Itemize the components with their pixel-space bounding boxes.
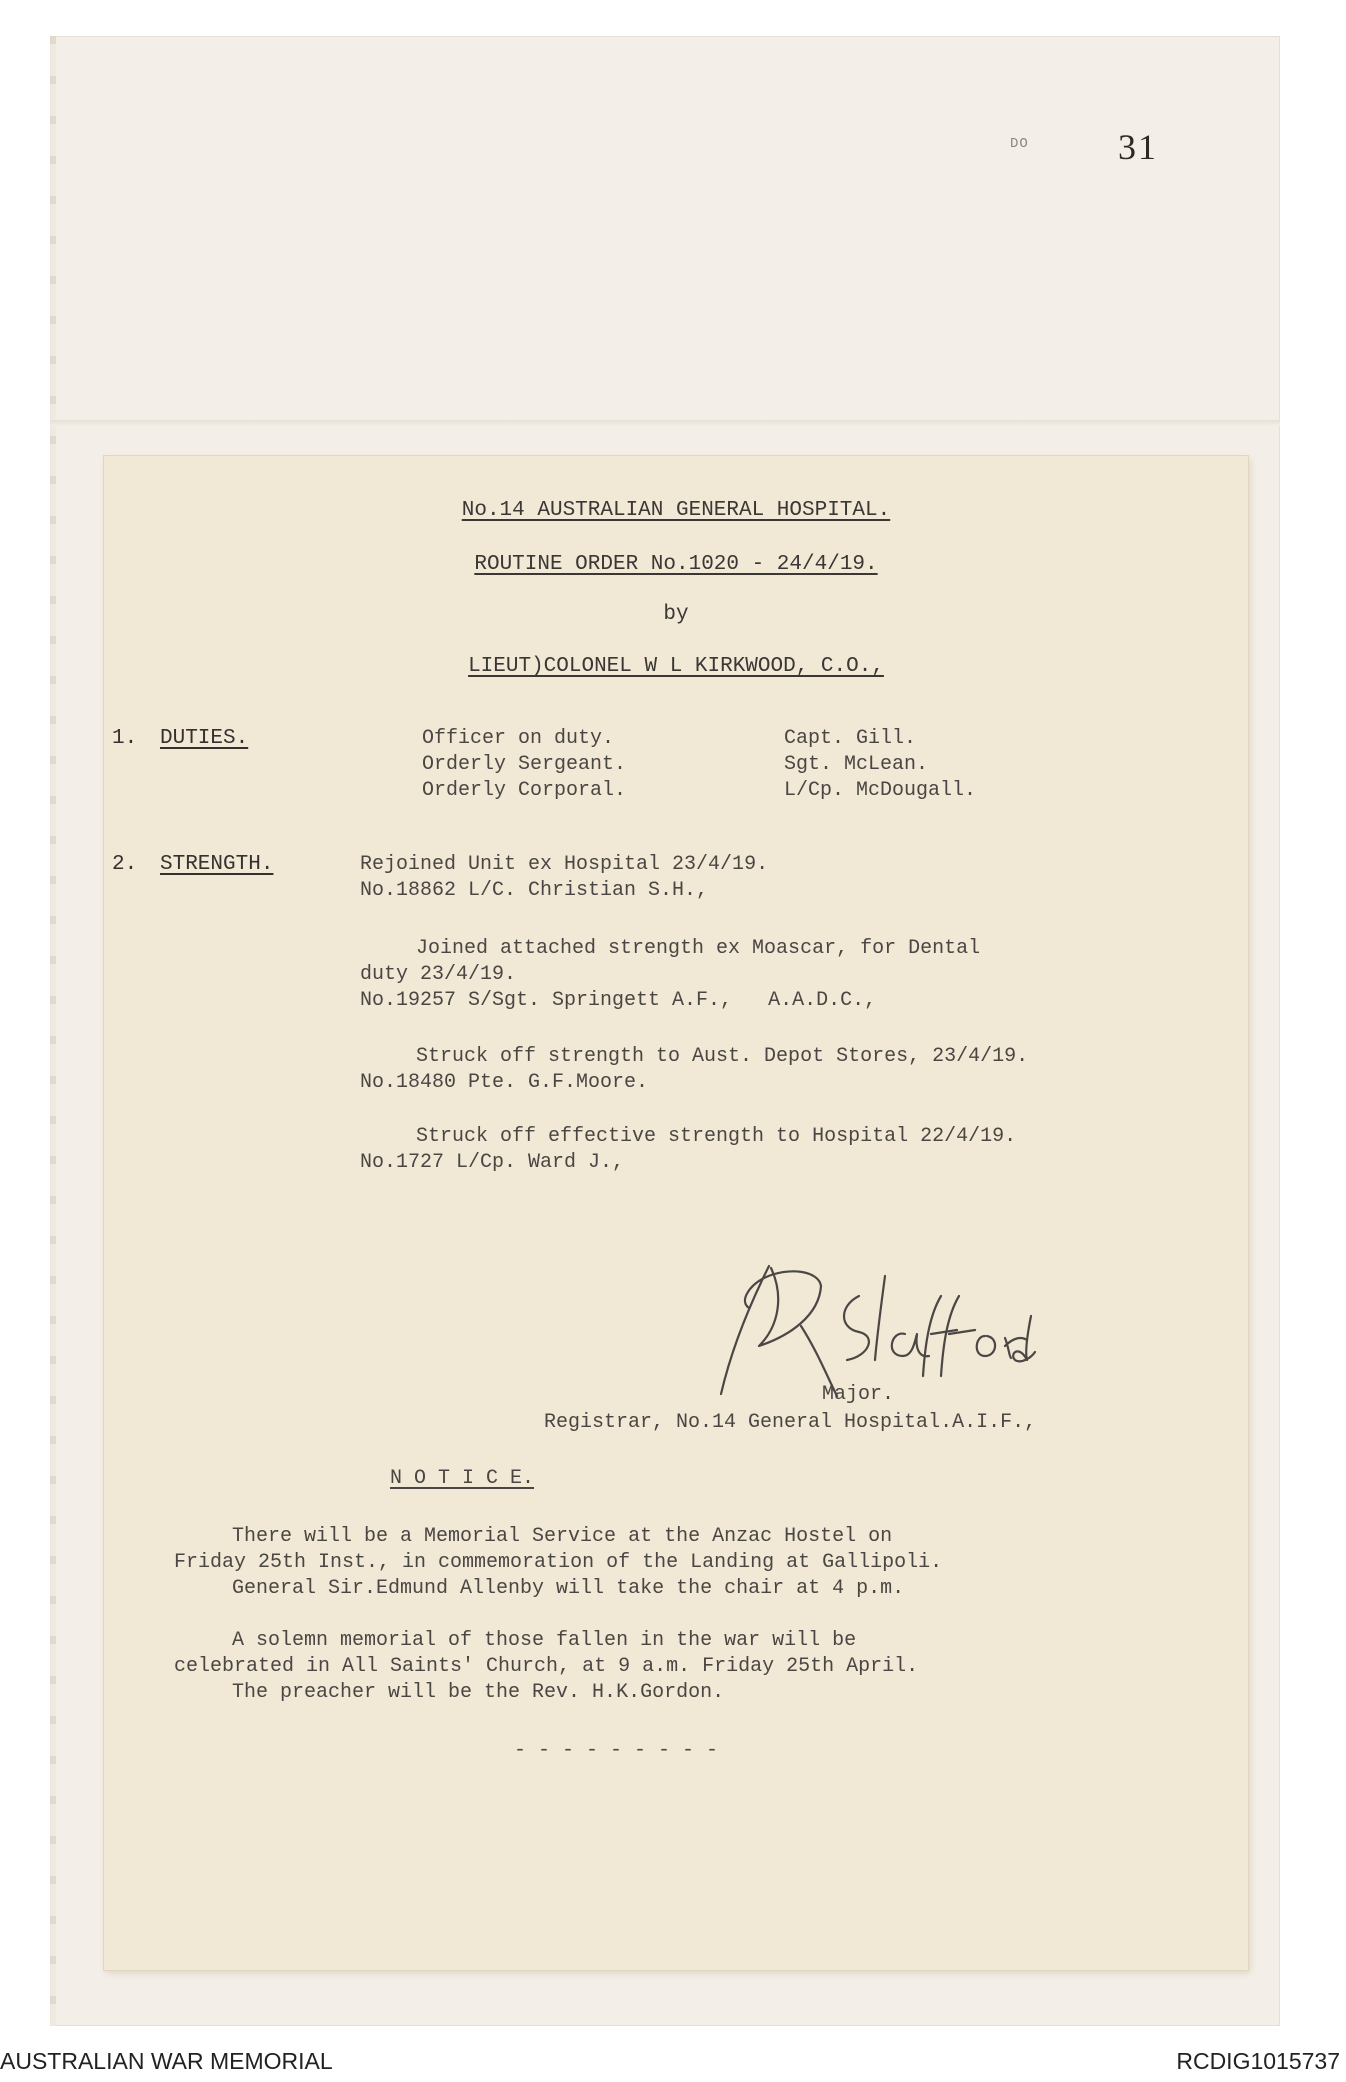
mount-fold (50, 420, 1280, 426)
notice-p2-line1: A solemn memorial of those fallen in the war will be (232, 1629, 857, 1652)
notice-p1-line2: Friday 25th Inst., in commemoration of the Landing at Gallipoli. (174, 1551, 943, 1574)
by-line: by (663, 603, 689, 626)
duty-name-2: Sgt. McLean. (784, 753, 929, 776)
footer-institution: AUSTRALIAN WAR MEMORIAL (0, 2048, 333, 2074)
signatory-title: Registrar, No.14 General Hospital.A.I.F., (544, 1411, 1037, 1434)
closing-rule: - - - - - - - - - (514, 1739, 719, 1762)
strength-p2-line2: duty 23/4/19. (360, 963, 517, 986)
commanding-officer: LIEUT)COLONEL W L KIRKWOOD, C.O., (468, 655, 884, 678)
stamp-mark: DO (1010, 136, 1029, 152)
signatory-rank: Major. (822, 1383, 895, 1406)
strength-p4-line1: Struck off effective strength to Hospital 22/4/19. (416, 1125, 1017, 1148)
notice-p2-line3: The preacher will be the Rev. H.K.Gordon. (232, 1681, 725, 1704)
strength-heading: STRENGTH. (160, 853, 274, 876)
duties-number: 1. (112, 727, 138, 750)
strength-number: 2. (112, 853, 138, 876)
mount-punched-edge (50, 36, 56, 2026)
hospital-title: No.14 AUSTRALIAN GENERAL HOSPITAL. (461, 499, 891, 522)
strength-p4-line2: No.1727 L/Cp. Ward J., (360, 1151, 625, 1174)
strength-p3-line1: Struck off strength to Aust. Depot Stores, 23/4/19. (416, 1045, 1029, 1068)
duties-heading: DUTIES. (160, 727, 249, 750)
footer-record-id: RCDIG1015737 (1176, 2048, 1340, 2074)
strength-p3-line2: No.18480 Pte. G.F.Moore. (360, 1071, 649, 1094)
notice-heading: N O T I C E. (390, 1467, 535, 1490)
strength-p2-line3: No.19257 S/Sgt. Springett A.F., A.A.D.C., (360, 989, 877, 1012)
strength-p1-line2: No.18862 L/C. Christian S.H., (360, 879, 709, 902)
strength-p2-line1: Joined attached strength ex Moascar, for Dental (416, 937, 981, 960)
notice-p2-line2: celebrated in All Saints' Church, at 9 a.m. Friday 25th April. (174, 1655, 919, 1678)
routine-order-sheet (104, 456, 1248, 1970)
duty-name-3: L/Cp. McDougall. (784, 779, 977, 802)
duty-role-1: Officer on duty. (422, 727, 615, 750)
order-number: ROUTINE ORDER No.1020 - 24/4/19. (474, 553, 878, 576)
duty-role-3: Orderly Corporal. (422, 779, 627, 802)
notice-p1-line1: There will be a Memorial Service at the Anzac Hostel on (232, 1525, 893, 1548)
strength-p1-line1: Rejoined Unit ex Hospital 23/4/19. (360, 853, 769, 876)
duty-name-1: Capt. Gill. (784, 727, 917, 750)
duty-role-2: Orderly Sergeant. (422, 753, 627, 776)
page-number: 31 (1118, 127, 1158, 167)
notice-p1-line3: General Sir.Edmund Allenby will take the chair at 4 p.m. (232, 1577, 905, 1600)
